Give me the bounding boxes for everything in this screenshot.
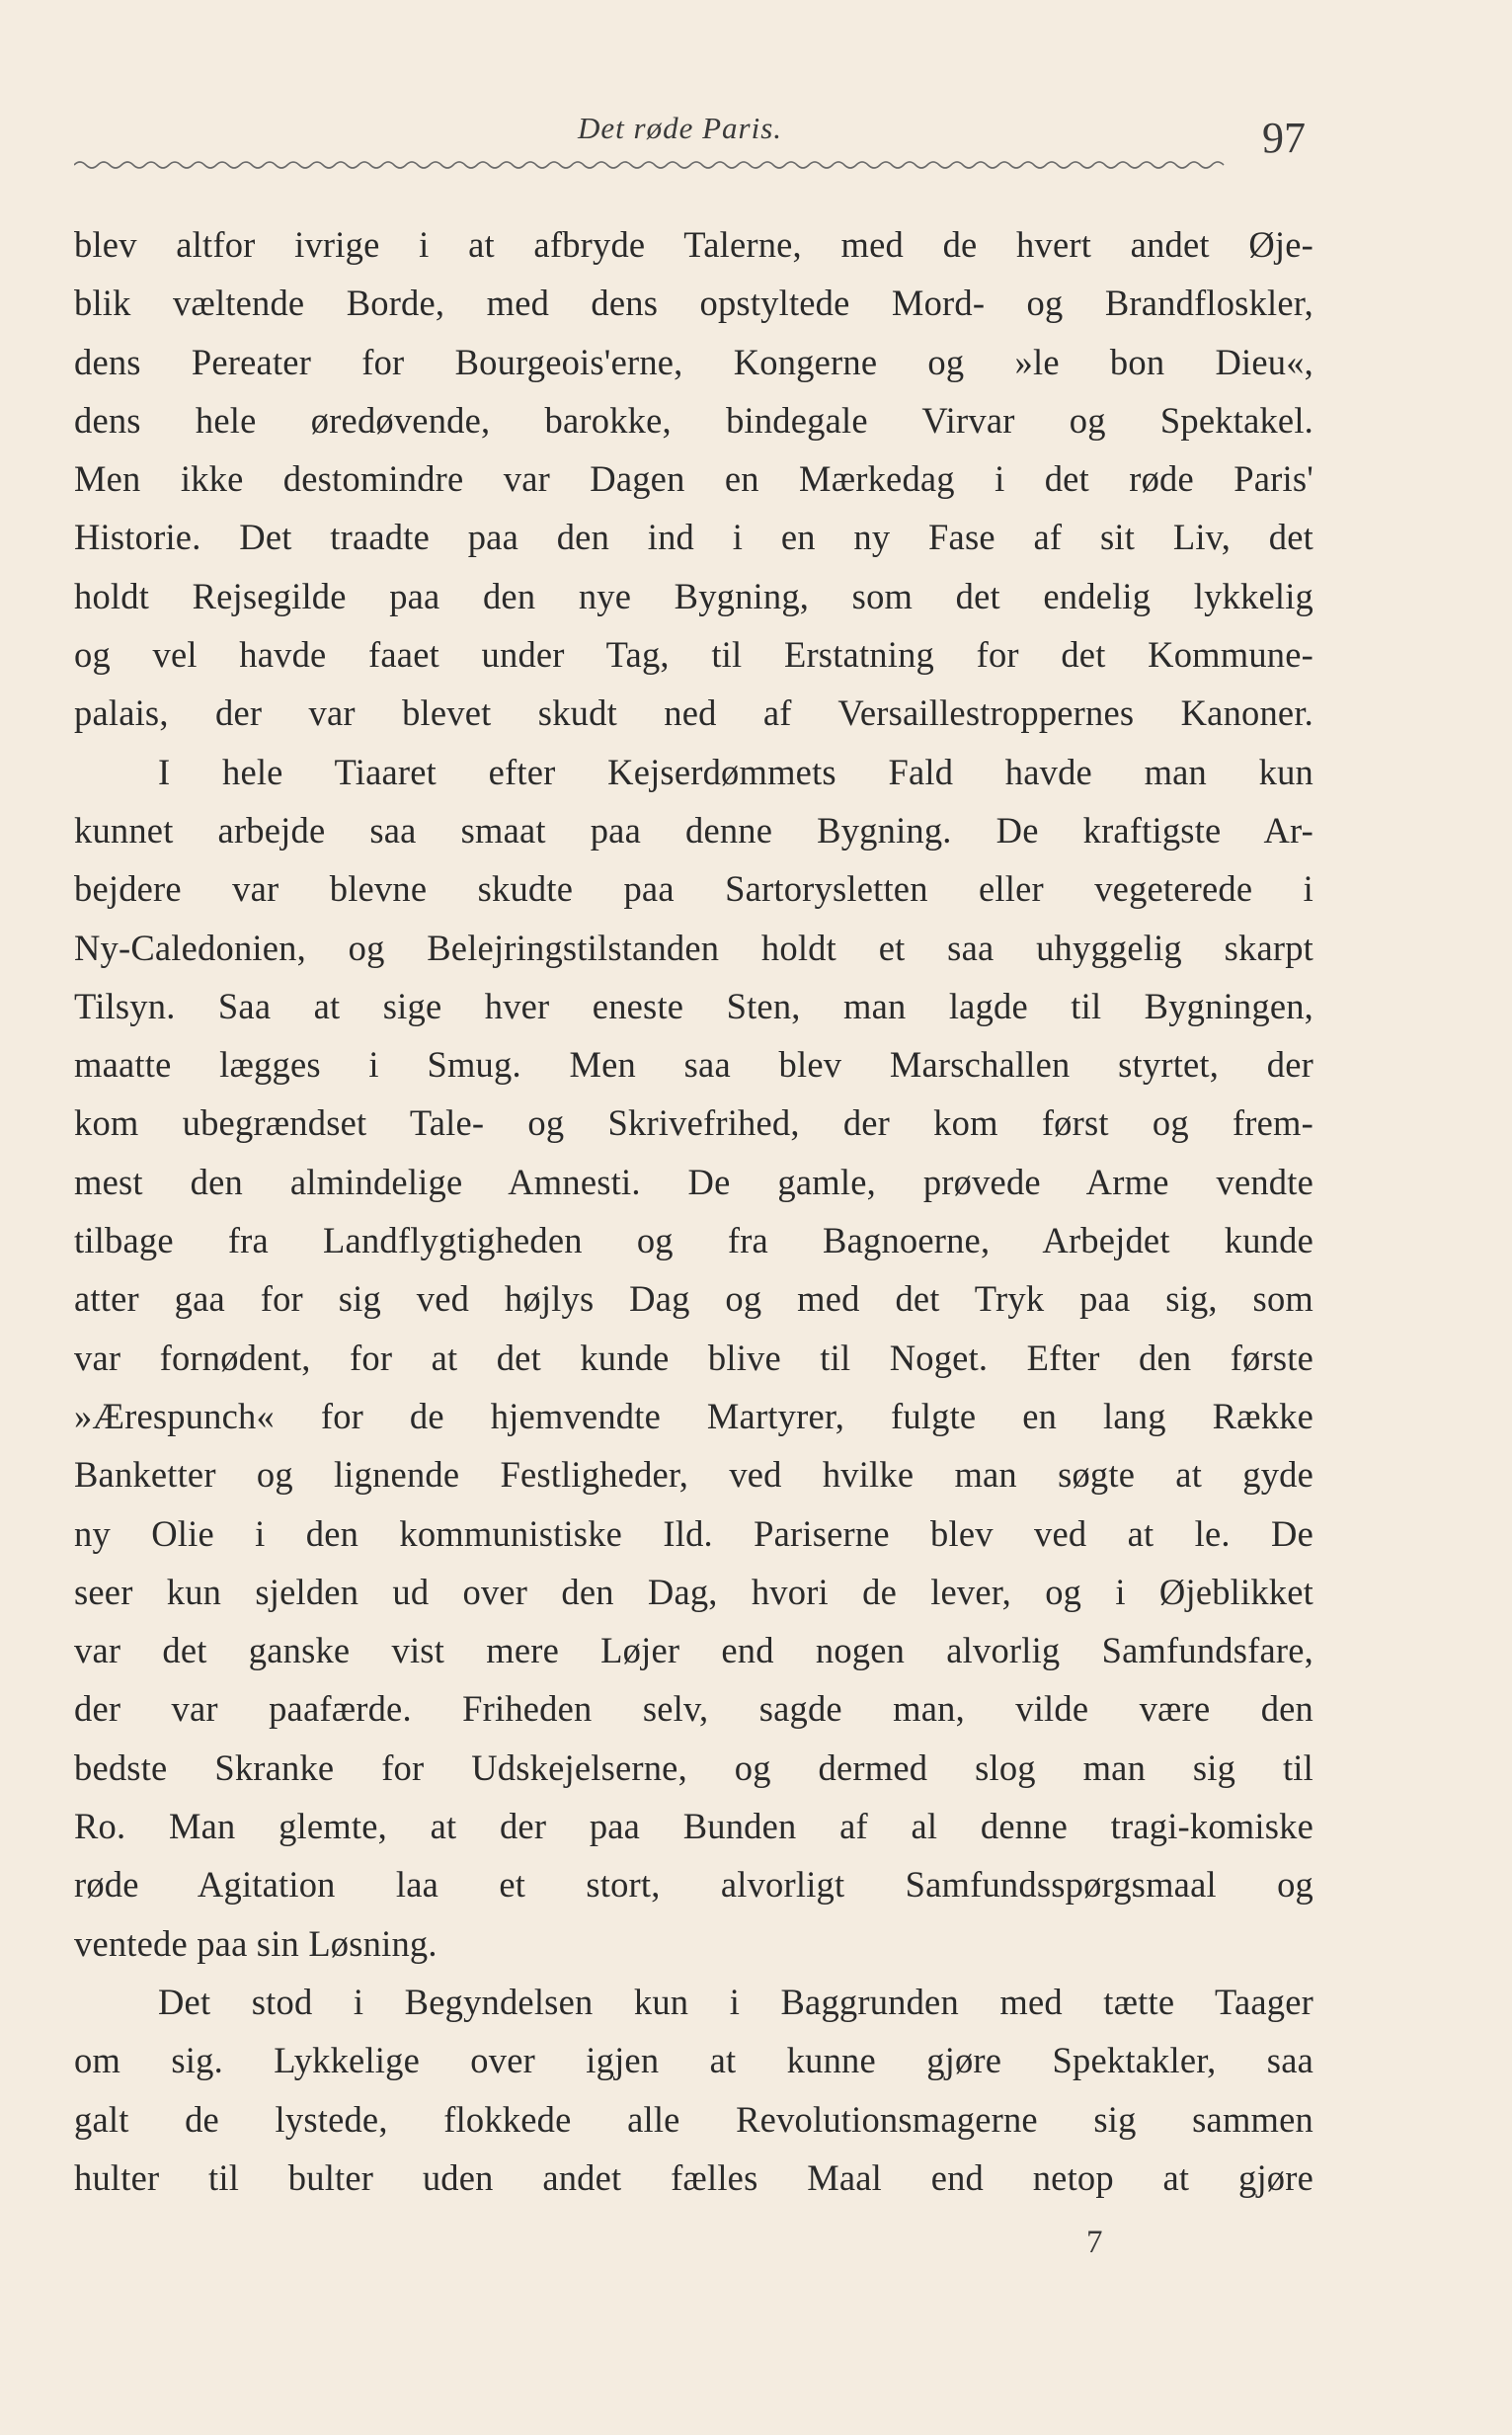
signature-mark: 7: [1086, 2225, 1103, 2260]
text-line: hulter til bulter uden andet fælles Maal end netop at gjøre: [74, 2156, 1313, 2198]
header-ornament-rule: [74, 158, 1313, 172]
text-line: kunnet arbejde saa smaat paa denne Bygning. De kraftigste Ar-: [74, 809, 1313, 851]
text-line: om sig. Lykkelige over igjen at kunne gjøre Spektakler, saa: [74, 2040, 1313, 2081]
text-line: atter gaa for sig ved højlys Dag og med det Tryk paa sig, som: [74, 1278, 1313, 1320]
text-line: palais, der var blevet skudt ned af Versaillestroppernes Kanoner.: [74, 692, 1313, 734]
text-line: maatte lægges i Smug. Men saa blev Marschallen styrtet, der: [74, 1044, 1313, 1086]
text-line: »Ærespunch« for de hjemvendte Martyrer, fulgte en lang Række: [74, 1395, 1313, 1436]
text-line: seer kun sjelden ud over den Dag, hvori de lever, og i Øjeblikket: [74, 1571, 1313, 1612]
page-number: 97: [1262, 114, 1306, 162]
text-line: bedste Skranke for Udskejelserne, og dermed slog man sig til: [74, 1746, 1313, 1788]
text-line: Det stod i Begyndelsen kun i Baggrunden med tætte Taager: [158, 1981, 1313, 2022]
text-line: mest den almindelige Amnesti. De gamle, prøvede Arme vendte: [74, 1161, 1313, 1202]
text-line: bejdere var blevne skudte paa Sartorysletten eller vegeterede i: [74, 868, 1313, 910]
text-line: ny Olie i den kommunistiske Ild. Pariserne blev ved at le. De: [74, 1512, 1313, 1554]
text-line: blev altfor ivrige i at afbryde Talerne, med de hvert andet Øje-: [74, 224, 1313, 265]
text-line: blik væltende Borde, med dens opstyltede Mord- og Brandfloskler,: [74, 283, 1313, 324]
text-line: Men ikke destomindre var Dagen en Mærkedag i det røde Paris': [74, 458, 1313, 500]
text-line: dens Pereater for Bourgeois'erne, Kongerne og »le bon Dieu«,: [74, 341, 1313, 382]
text-line: og vel havde faaet under Tag, til Erstatning for det Kommune-: [74, 634, 1313, 676]
text-line: Banketter og lignende Festligheder, ved hvilke man søgte at gyde: [74, 1454, 1313, 1496]
running-title: Det røde Paris.: [578, 111, 783, 145]
text-line: I hele Tiaaret efter Kejserdømmets Fald havde man kun: [158, 751, 1313, 792]
body-text: [74, 215, 1313, 2207]
text-line: dens hele øredøvende, barokke, bindegale Virvar og Spektakel.: [74, 399, 1313, 441]
text-line: var fornødent, for at det kunde blive til Noget. Efter den første: [74, 1337, 1313, 1378]
text-line: Ro. Man glemte, at der paa Bunden af al denne tragi-komiske: [74, 1806, 1313, 1847]
text-line: holdt Rejsegilde paa den nye Bygning, som det endelig lykkelig: [74, 575, 1313, 616]
text-line: var det ganske vist mere Løjer end nogen alvorlig Samfundsfare,: [74, 1630, 1313, 1671]
text-line: Ny-Caledonien, og Belejringstilstanden holdt et saa uhyggelig skarpt: [74, 927, 1313, 968]
text-line: røde Agitation laa et stort, alvorligt Samfundsspørgsmaal og: [74, 1864, 1313, 1906]
text-line: tilbage fra Landflygtigheden og fra Bagnoerne, Arbejdet kunde: [74, 1220, 1313, 1261]
text-line: kom ubegrændset Tale- og Skrivefrihed, der kom først og frem-: [74, 1102, 1313, 1144]
text-line: Tilsyn. Saa at sige hver eneste Sten, man lagde til Bygningen,: [74, 985, 1313, 1026]
text-line: Historie. Det traadte paa den ind i en ny Fase af sit Liv, det: [74, 517, 1313, 558]
text-line: ventede paa sin Løsning.: [74, 1922, 438, 1964]
text-line: galt de lystede, flokkede alle Revolutionsmagerne sig sammen: [74, 2098, 1313, 2140]
text-line: der var paafærde. Friheden selv, sagde man, vilde være den: [74, 1688, 1313, 1730]
